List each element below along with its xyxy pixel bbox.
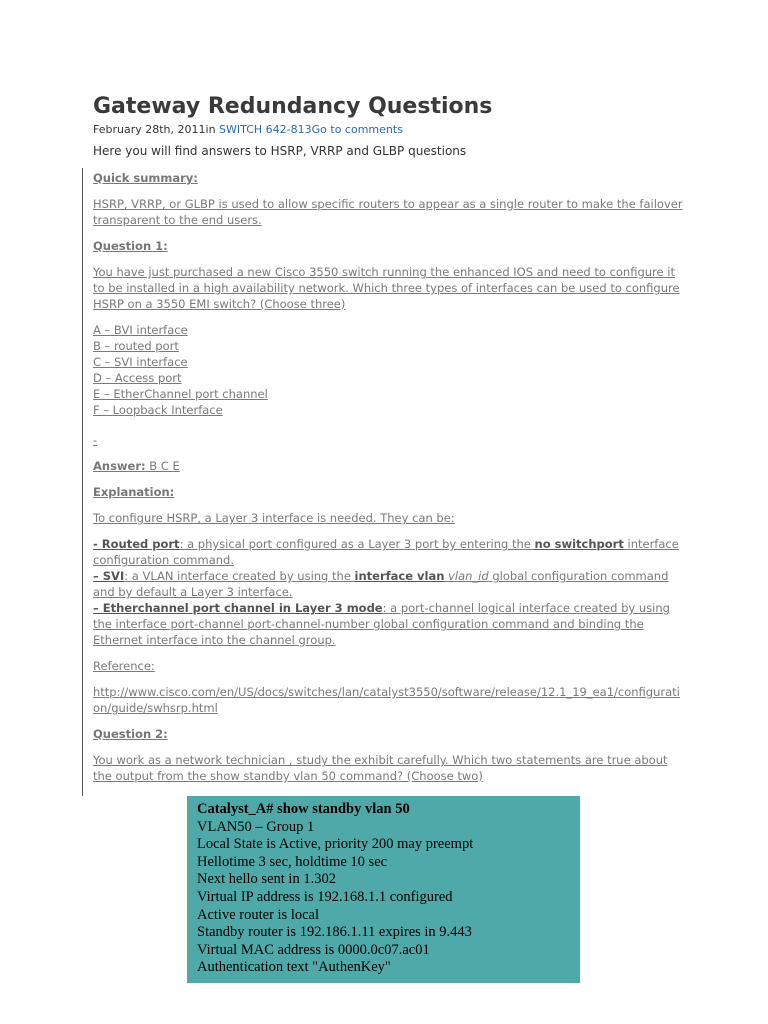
- comments-link[interactable]: Go to comments: [311, 123, 403, 136]
- exhibit-line: Active router is local: [197, 906, 319, 923]
- exhibit-line: Next hello sent in 1.302: [197, 871, 336, 888]
- separator-dash: -: [93, 433, 98, 447]
- intro-text: Here you will find answers to HSRP, VRRP and GLBP questions: [93, 144, 467, 158]
- option-a: A – BVI interface: [93, 323, 188, 337]
- reference-link[interactable]: http://www.cisco.com/en/US/docs/switches/lan/catalyst3550/software/release/12.1_19_ea1/configuration/guide/swhsrp.html: [93, 685, 680, 715]
- exhibit-line: Virtual IP address is 192.168.1.1 configured: [197, 888, 453, 905]
- exhibit-line: Standby router is 192.186.1.11 expires in 9.443: [197, 924, 472, 941]
- option-e: E – EtherChannel port channel: [93, 387, 268, 401]
- routed-text1: : a physical port configured as a Layer 3 port by entering the: [179, 537, 535, 551]
- routed-cmd: no switchport: [534, 537, 624, 551]
- exhibit-line: Virtual MAC address is 0000.0c07.ac01: [197, 941, 430, 958]
- answer-value: B C E: [145, 459, 180, 473]
- ec-prefix: –: [93, 601, 103, 615]
- answer-label: Answer:: [93, 459, 146, 473]
- option-c: C – SVI interface: [93, 355, 188, 369]
- question2-text: You work as a network technician , study the exhibit carefully. Which two statements are true about the output from the show standby vlan 50 command? (Choose two): [93, 753, 668, 783]
- post-meta: [93, 123, 403, 136]
- option-b: B – routed port: [93, 339, 179, 353]
- explanation-intro: To configure HSRP, a Layer 3 interface is needed. They can be:: [93, 511, 455, 525]
- explanation-heading: Explanation:: [93, 485, 175, 499]
- exhibit-line: VLAN50 – Group 1: [197, 818, 315, 835]
- blockquote-border: [82, 168, 83, 796]
- ec-text: : a port-channel logical interface created by using the interface port-channel port-channel-number global configuration command and binding the Ethernet interface into the channel group.: [93, 601, 670, 647]
- reference-label: Reference:: [93, 659, 155, 673]
- routed-term: Routed port: [101, 537, 180, 551]
- routed-prefix: -: [93, 537, 102, 551]
- post-date: February 28th, 2011: [93, 123, 206, 136]
- ec-term: Etherchannel port channel in Layer 3 mode: [102, 601, 383, 615]
- exhibit-command: Catalyst_A# show standby vlan 50: [197, 801, 410, 817]
- question2-heading: Question 2:: [93, 727, 168, 741]
- svi-text1: : a VLAN interface created by using the: [124, 569, 355, 583]
- svi-term: SVI: [102, 569, 125, 583]
- question1-options: [93, 322, 683, 418]
- svi-prefix: –: [93, 569, 103, 583]
- question1-text: You have just purchased a new Cisco 3550 switch running the enhanced IOS and need to configure it to be installed in a high availability network. Which three types of interfaces can be used to configure HSRP on a 3550 EMI switch? (Choose three): [93, 265, 680, 311]
- meta-in-text: in: [205, 123, 220, 136]
- routed-text2: interface configuration command.: [93, 537, 679, 567]
- svi-cmd: interface vlan: [354, 569, 445, 583]
- svi-text2: global configuration command and by default a Layer 3 interface.: [93, 569, 669, 599]
- category-link[interactable]: SWITCH 642-813: [219, 123, 312, 136]
- exhibit-line: Hellotime 3 sec, holdtime 10 sec: [197, 853, 388, 870]
- explanation-list: [93, 536, 683, 648]
- summary-heading: Quick summary:: [93, 171, 198, 185]
- svi-arg: vlan_id: [444, 569, 489, 583]
- option-d: D – Access port: [93, 371, 182, 385]
- exhibit-box: [187, 796, 580, 983]
- blockquote: [93, 170, 683, 794]
- summary-text: HSRP, VRRP, or GLBP is used to allow specific routers to appear as a single router to make the failover transparent to the end users.: [93, 197, 683, 227]
- page-title: Gateway Redundancy Questions: [93, 94, 493, 119]
- exhibit-line: Authentication text "AuthenKey": [197, 959, 391, 976]
- question1-heading: Question 1:: [93, 239, 168, 253]
- exhibit-line: Local State is Active, priority 200 may preempt: [197, 836, 474, 853]
- option-f: F – Loopback Interface: [93, 403, 223, 417]
